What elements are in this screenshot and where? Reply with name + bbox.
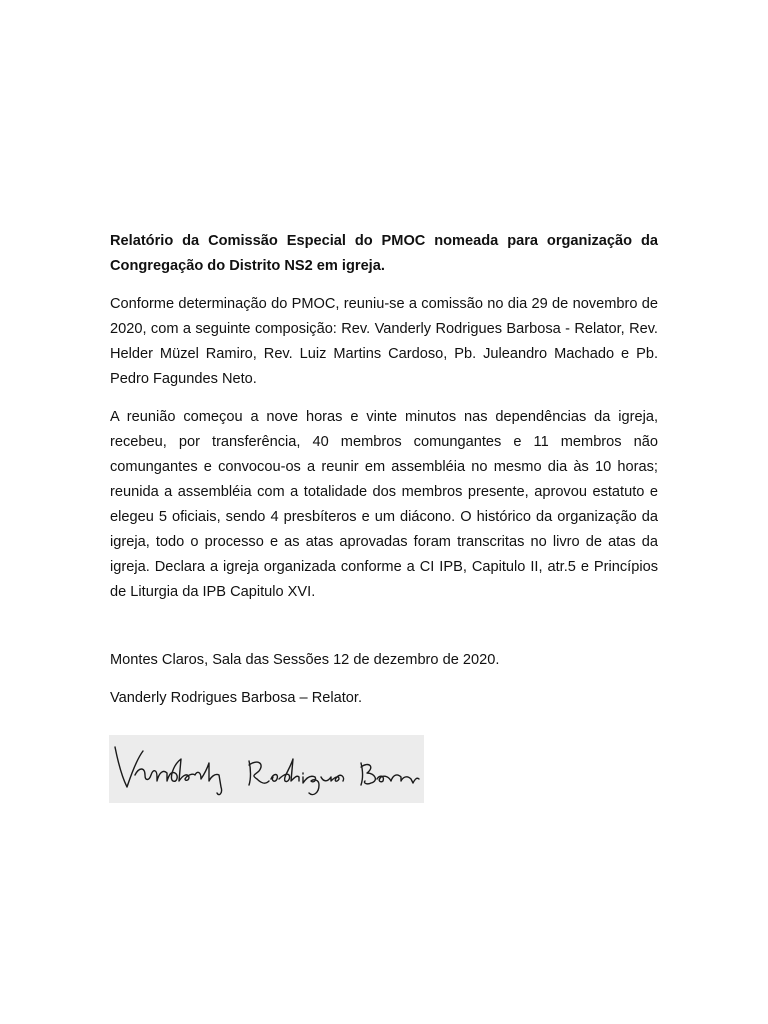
title-period: . xyxy=(380,258,385,274)
place-and-date: Montes Claros, Sala das Sessões 12 de dezembro de 2020. xyxy=(110,652,500,668)
paragraph-meeting: A reunião começou a nove horas e vinte minutos nas dependências da igreja, recebeu, por transferência, 40 membros comungantes e 11 membros não comungantes e convocou-os a reunir em assembléia no mesmo dia às 10 horas; reunida a assembléia com a totalidade dos membros presente, aprovou estatuto e elegeu 5 oficiais, sendo 4 presbíteros e um diácono. O histórico da organização da igreja, todo o processo e as atas aprovadas foram transcritas no livro de atas da igreja. Declara a igreja organizada conforme a CI IPB, Capitulo II, atr.5 e Princípios de Liturgia da IPB Capitulo XVI. xyxy=(110,409,658,600)
signature-drawing xyxy=(109,735,424,803)
signer-line: Vanderly Rodrigues Barbosa – Relator. xyxy=(110,690,363,706)
document-title xyxy=(110,229,658,279)
paragraph-composition: Conforme determinação do PMOC, reuniu-se a comissão no dia 29 de novembro de 2020, com a seguinte composição: Rev. Vanderly Rodrigues Barbosa - Relator, Rev. Helder Müzel Ramiro, Rev. Luiz Martins Cardoso, Pb. Juleandro Machado e Pb. Pedro Fagundes Neto. xyxy=(110,296,658,387)
document-body xyxy=(110,229,658,711)
title-bold-text: Relatório da Comissão Especial do PMOC nomeada para organização da Congregação do Distrito NS2 em igreja xyxy=(110,233,658,274)
handwritten-signature xyxy=(109,735,424,803)
